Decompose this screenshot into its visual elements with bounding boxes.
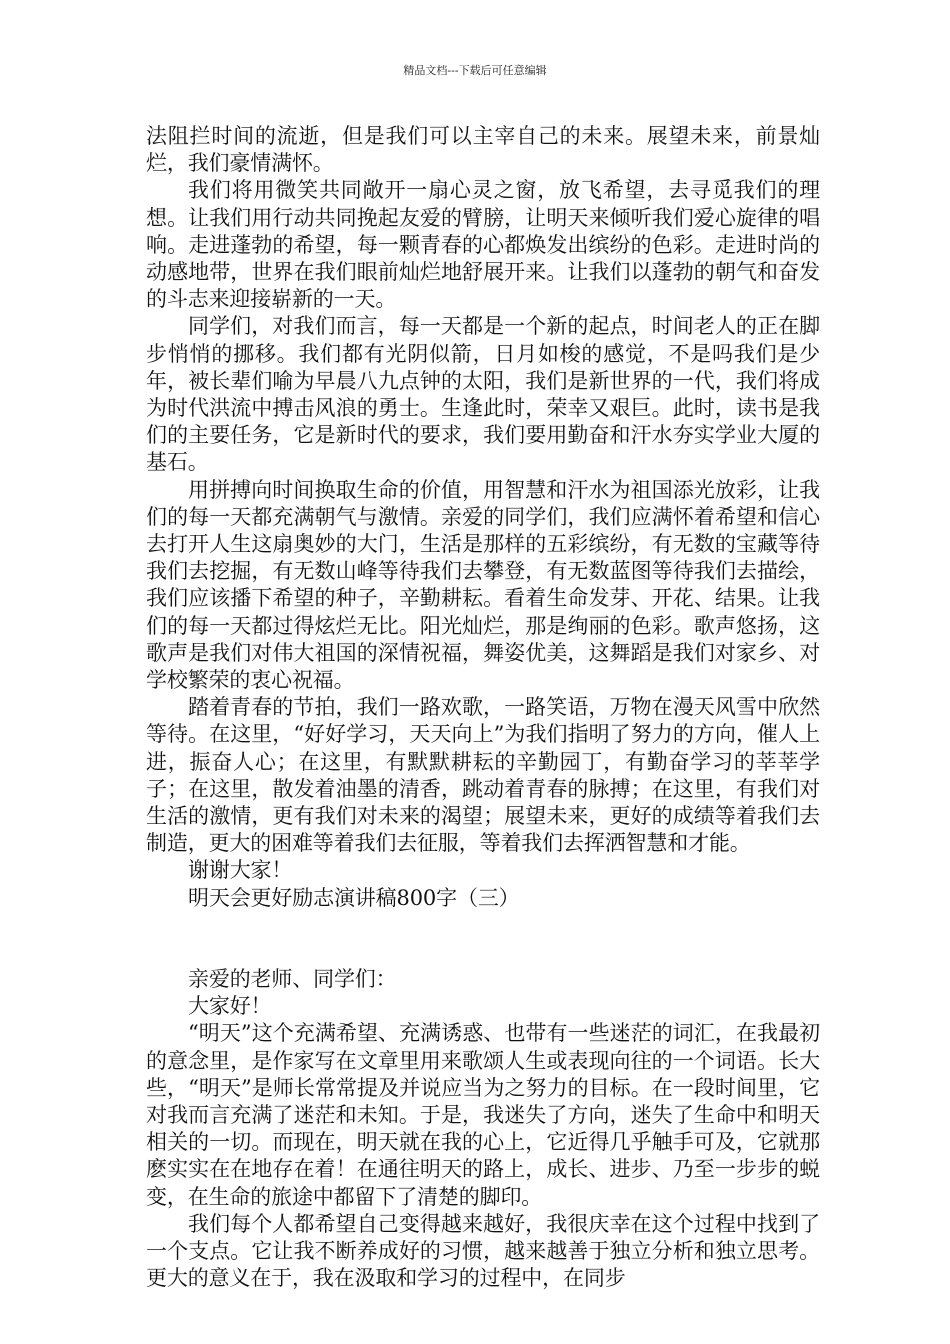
blank-line — [146, 912, 820, 966]
salutation: 亲爱的老师、同学们： — [188, 966, 397, 991]
document-body — [146, 123, 820, 1292]
paragraph: 用拼搏向时间换取生命的价值，用智慧和汗水为祖国添光放彩，让我们的每一天都充满朝气与激情。亲爱的同学们，我们应满怀着希望和信心去打开人生这扇奥妙的大门，生活是那样的五彩缤纷，有无数的宝藏等待我们去挖掘，有无数山峰等待我们去攀登，有无数蓝图等待我们去描绘，我们应该播下希望的种子，辛勤耕耘。看着生命发芽、开花、结果。让我们的每一天都过得炫烂无比。阳光灿烂，那是绚丽的色彩。歌声悠扬，这歌声是我们对伟大祖国的深情祝福，舞姿优美，这舞蹈是我们对家乡、对学校繁荣的衷心祝福。 — [146, 477, 820, 693]
paragraph: 我们每个人都希望自己变得越来越好，我很庆幸在这个过程中找到了一个支点。它让我不断养成好的习惯，越来越善于独立分析和独立思考。更大的意义在于，我在汲取和学习的过程中，在同步 — [146, 1211, 820, 1291]
paragraph: 同学们，对我们而言，每一天都是一个新的起点，时间老人的正在脚步悄悄的挪移。我们都有光阴似箭，日月如梭的感觉，不是吗我们是少年，被长辈们喻为早晨八九点钟的太阳，我们是新世界的一代，我们将成为时代洪流中搏击风浪的勇士。生逢此时，荣幸又艰巨。此时，读书是我们的主要任务，它是新时代的要求，我们要用勤奋和汗水夯实学业大厦的基石。 — [146, 314, 820, 475]
greeting: 大家好！ — [188, 994, 272, 1019]
paragraph: 法阻拦时间的流逝，但是我们可以主宰自己的未来。展望未来，前景灿烂，我们豪情满怀。 — [146, 124, 820, 176]
section-title: 明天会更好励志演讲稿800字（三） — [188, 885, 520, 910]
paragraph: 我们将用微笑共同敞开一扇心灵之窗，放飞希望，去寻觅我们的理想。让我们用行动共同挽起友爱的臂膀，让明天来倾听我们爱心旋律的唱响。走进蓬勃的希望，每一颗青春的心都焕发出缤纷的色彩。走进时尚的动感地带，世界在我们眼前灿烂地舒展开来。让我们以蓬勃的朝气和奋发的斗志来迎接崭新的一天。 — [146, 178, 820, 312]
page-header: 精品文档---下载后可任意编辑 — [403, 64, 547, 77]
paragraph: 踏着青春的节拍，我们一路欢歌，一路笑语，万物在漫天风雪中欣然等待。在这里，“好好学习，天天向上”为我们指明了努力的方向，催人上进，振奋人心；在这里，有默默耕耘的辛勤园丁，有勤奋学习的莘莘学子；在这里，散发着油墨的清香，跳动着青春的脉搏；在这里，有我们对生活的激情，更有我们对未来的渴望；展望未来，更好的成绩等着我们去制造，更大的困难等着我们去征服，等着我们去挥洒智慧和才能。 — [146, 695, 820, 856]
paragraph: “明天”这个充满希望、充满诱惑、也带有一些迷茫的词汇，在我最初的意念里，是作家写在文章里用来歌颂人生或表现向往的一个词语。长大些，“明天”是师长常常提及并说应当为之努力的目标。在一段时间里，它对我而言充满了迷茫和未知。于是，我迷失了方向，迷失了生命中和明天相关的一切。而现在，明天就在我的心上，它近得几乎触手可及，它就那麽实实在在地存在着！在通往明天的路上，成长、进步、乃至一步步的蜕变，在生命的旅途中都留下了清楚的脚印。 — [146, 1021, 820, 1209]
closing-thanks: 谢谢大家！ — [188, 858, 293, 883]
